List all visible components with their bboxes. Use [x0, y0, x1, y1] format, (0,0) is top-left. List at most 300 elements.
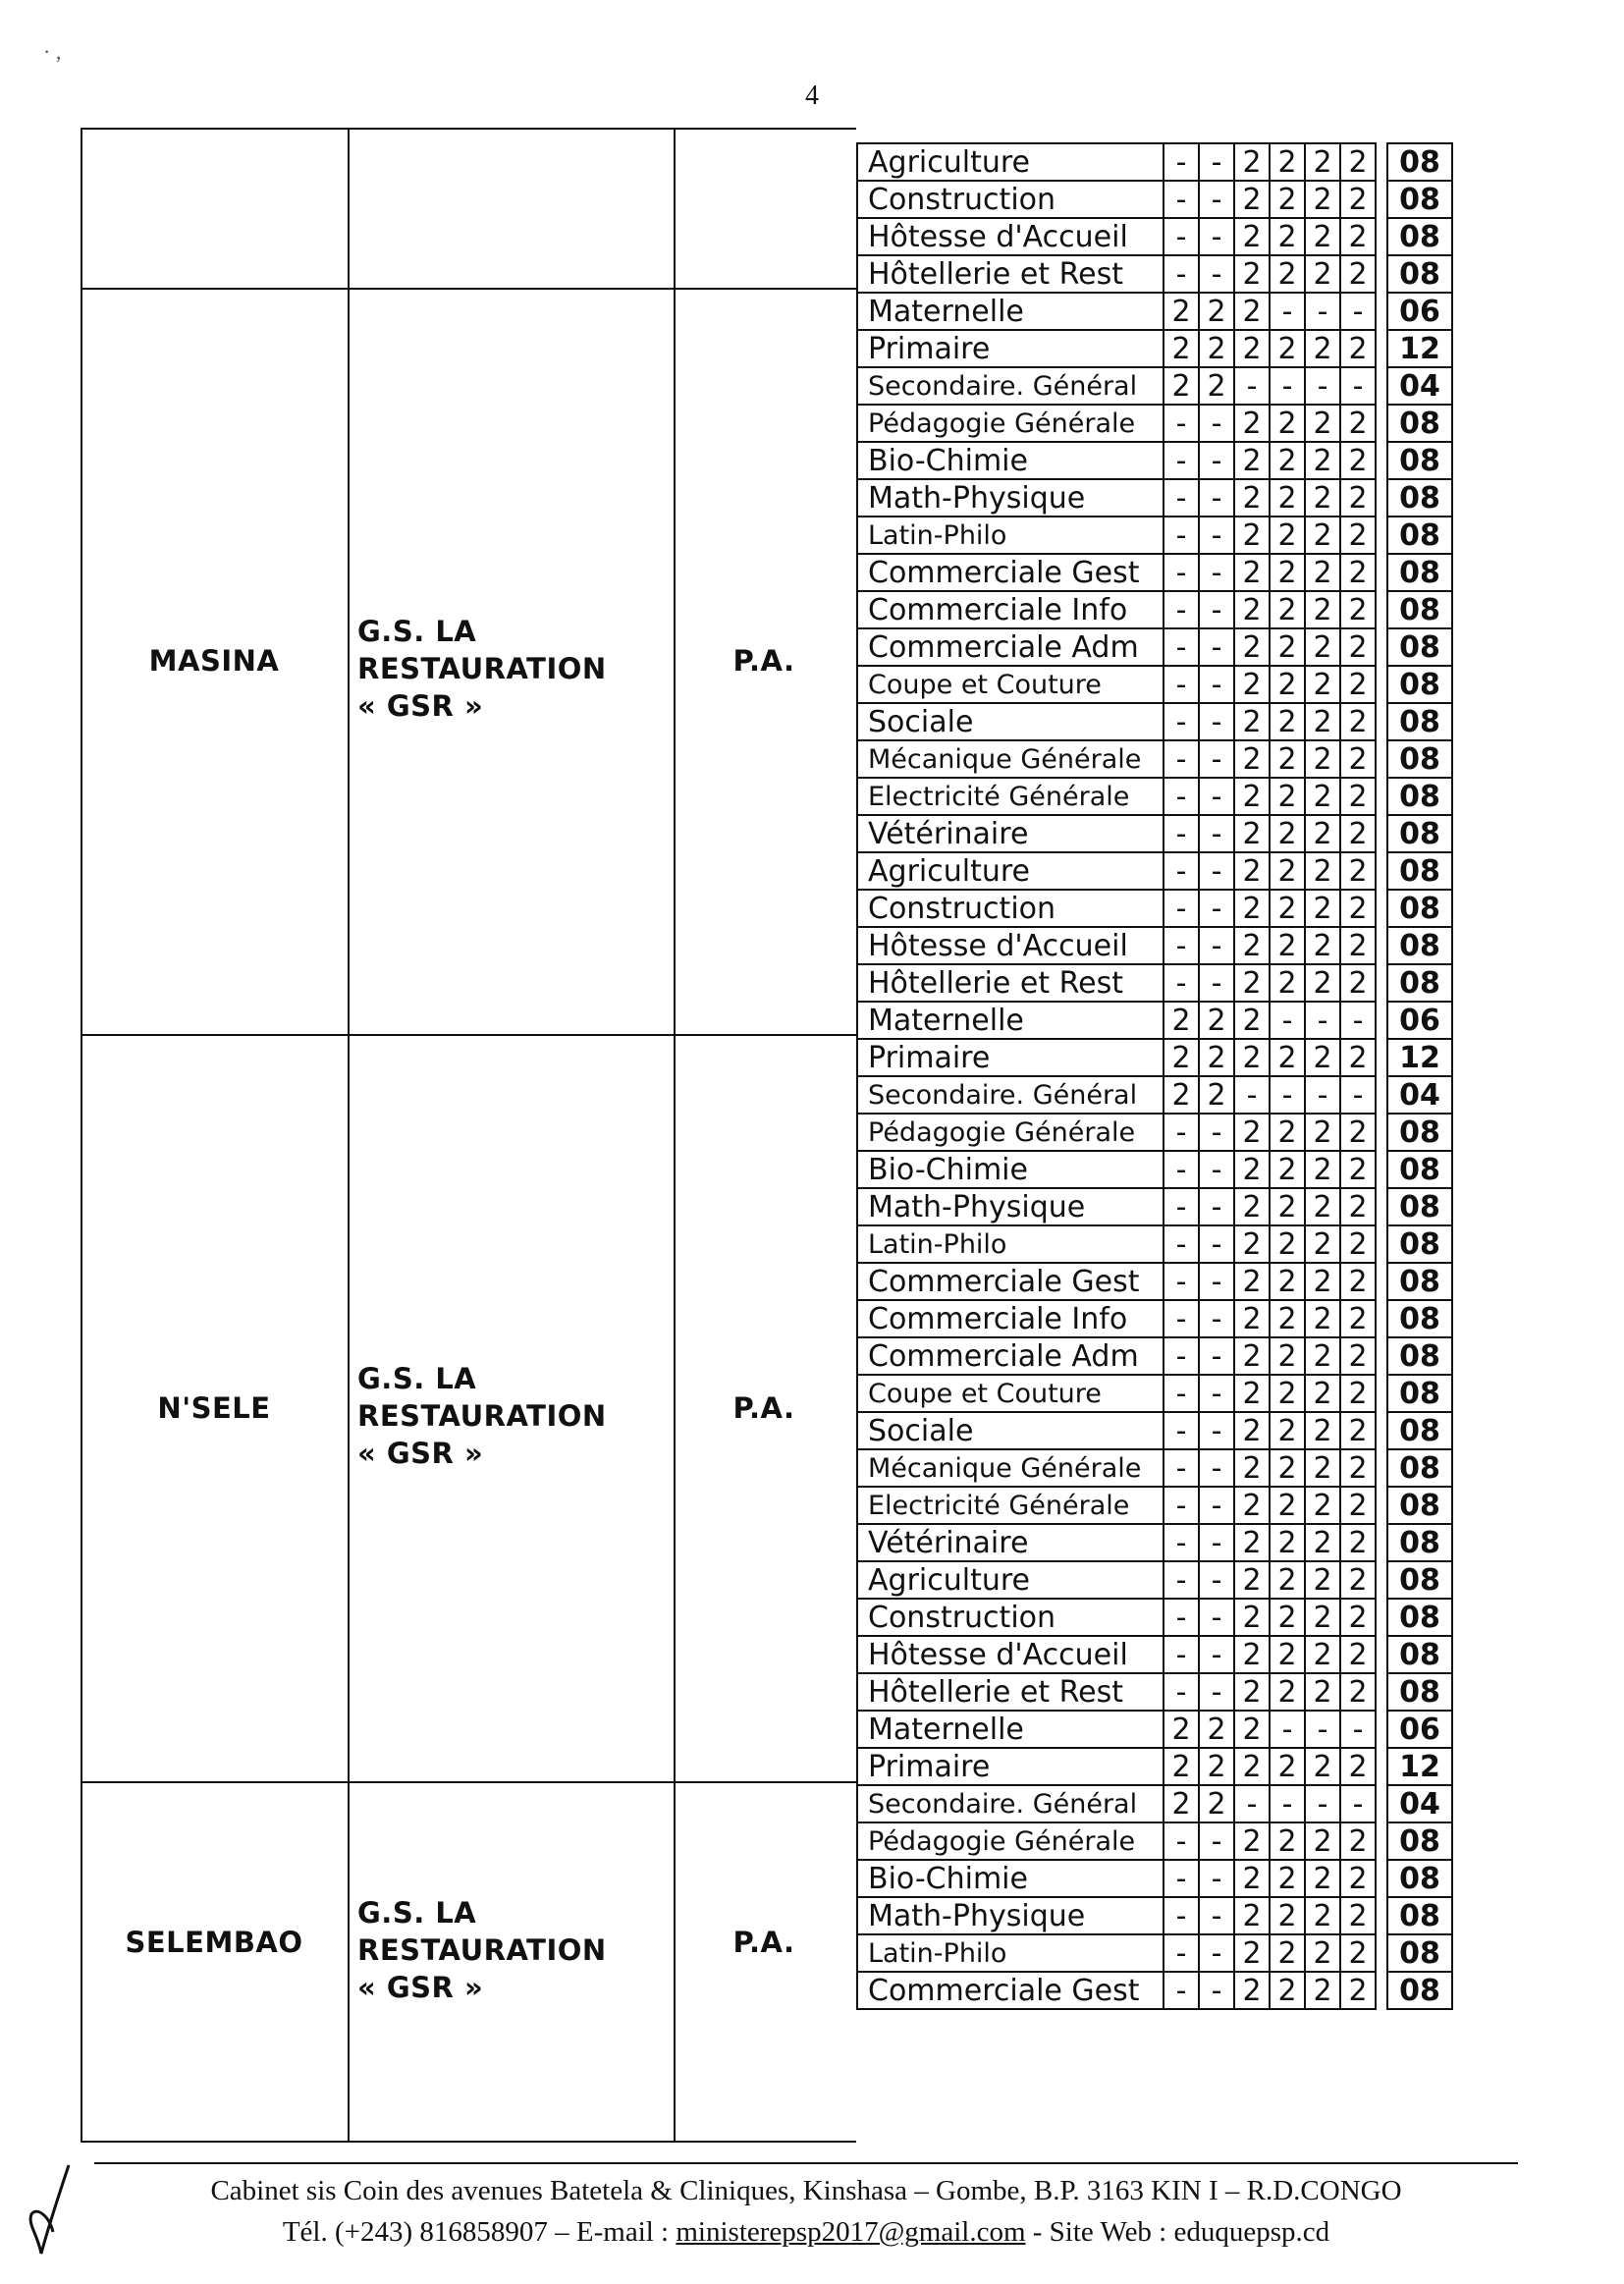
table-row: [857, 1524, 1452, 1561]
year-value-cell: -: [1199, 1897, 1234, 1934]
year-value-cell: 2: [1305, 442, 1340, 479]
row-total: 08: [1387, 1599, 1452, 1636]
column-gap: [1376, 666, 1387, 703]
year-value-cell: -: [1164, 964, 1199, 1002]
year-value-cell: 2: [1340, 927, 1376, 964]
table-row: [857, 1151, 1452, 1188]
year-value-cell: -: [1340, 1002, 1376, 1039]
row-total: 08: [1387, 703, 1452, 740]
table-row: [857, 554, 1452, 591]
year-value-cell: -: [1164, 405, 1199, 442]
column-gap: [1376, 1673, 1387, 1711]
year-value-cell: 2: [1340, 1487, 1376, 1524]
table-row: [857, 442, 1452, 479]
year-value-cell: 2: [1305, 1934, 1340, 1972]
row-total: 08: [1387, 143, 1452, 181]
option-name: Commerciale Adm: [857, 628, 1164, 666]
year-value-cell: 2: [1305, 255, 1340, 293]
year-value-cell: 2: [1340, 628, 1376, 666]
row-total: 08: [1387, 1822, 1452, 1860]
column-gap: [1376, 1412, 1387, 1449]
year-value-cell: 2: [1234, 591, 1270, 628]
option-name: Latin-Philo: [857, 1934, 1164, 1972]
commune-name: SELEMBAO: [125, 1926, 303, 1959]
table-row: [857, 628, 1452, 666]
row-total: 08: [1387, 1151, 1452, 1188]
section-divider-1: [81, 288, 856, 290]
year-value-cell: 2: [1340, 143, 1376, 181]
column-gap: [1376, 628, 1387, 666]
year-value-cell: 2: [1164, 293, 1199, 330]
row-total: 08: [1387, 591, 1452, 628]
year-value-cell: 2: [1270, 1897, 1305, 1934]
option-name: Hôtellerie et Rest: [857, 1673, 1164, 1711]
row-total: 08: [1387, 405, 1452, 442]
year-value-cell: -: [1164, 1822, 1199, 1860]
row-total: 08: [1387, 1673, 1452, 1711]
row-total: 08: [1387, 778, 1452, 815]
table-row: [857, 1599, 1452, 1636]
column-gap: [1376, 367, 1387, 405]
year-value-cell: -: [1164, 1599, 1199, 1636]
year-value-cell: -: [1164, 778, 1199, 815]
year-value-cell: 2: [1305, 1151, 1340, 1188]
year-value-cell: 2: [1234, 1711, 1270, 1748]
year-value-cell: -: [1199, 703, 1234, 740]
table-row: [857, 1561, 1452, 1599]
year-value-cell: 2: [1340, 890, 1376, 927]
row-total: 08: [1387, 1225, 1452, 1263]
option-name: Coupe et Couture: [857, 1375, 1164, 1412]
year-value-cell: -: [1164, 181, 1199, 218]
year-value-cell: 2: [1234, 1188, 1270, 1225]
year-value-cell: -: [1164, 1897, 1199, 1934]
year-value-cell: 2: [1305, 1263, 1340, 1300]
column-gap: [1376, 1300, 1387, 1337]
footer-rule: [94, 2162, 1518, 2164]
year-value-cell: 2: [1270, 815, 1305, 852]
year-value-cell: 2: [1270, 740, 1305, 778]
year-value-cell: -: [1199, 1561, 1234, 1599]
year-value-cell: 2: [1340, 442, 1376, 479]
year-value-cell: -: [1164, 479, 1199, 517]
table-row: [857, 143, 1452, 181]
option-name: Mécanique Générale: [857, 1449, 1164, 1487]
year-value-cell: 2: [1305, 1673, 1340, 1711]
level-label: P.A.: [732, 644, 795, 678]
year-value-cell: -: [1340, 1076, 1376, 1114]
year-value-cell: -: [1199, 1449, 1234, 1487]
year-value-cell: 2: [1199, 1076, 1234, 1114]
column-gap: [1376, 703, 1387, 740]
year-value-cell: 2: [1199, 1039, 1234, 1076]
year-value-cell: 2: [1234, 1972, 1270, 2009]
year-value-cell: 2: [1340, 1263, 1376, 1300]
school-name: G.S. LA RESTAURATION « GSR »: [357, 1362, 607, 1470]
table-row: [857, 479, 1452, 517]
year-value-cell: 2: [1270, 666, 1305, 703]
year-value-cell: 2: [1305, 181, 1340, 218]
year-value-cell: 2: [1340, 1151, 1376, 1188]
year-value-cell: 2: [1305, 218, 1340, 255]
column-gap: [1376, 1561, 1387, 1599]
scan-speck: · ,: [43, 39, 62, 64]
option-name: Coupe et Couture: [857, 666, 1164, 703]
row-total: 08: [1387, 1487, 1452, 1524]
page-number: 4: [805, 81, 819, 111]
year-value-cell: 2: [1270, 1263, 1305, 1300]
column-gap: [1376, 1151, 1387, 1188]
column-gap: [1376, 255, 1387, 293]
option-name: Maternelle: [857, 293, 1164, 330]
row-total: 08: [1387, 1860, 1452, 1897]
year-value-cell: -: [1164, 1151, 1199, 1188]
table-row: [857, 1711, 1452, 1748]
year-value-cell: -: [1340, 367, 1376, 405]
row-total: 08: [1387, 517, 1452, 554]
footer-website: - Site Web : eduquepsp.cd: [1025, 2216, 1330, 2248]
row-total: 08: [1387, 255, 1452, 293]
table-row: [857, 1934, 1452, 1972]
row-total: 08: [1387, 1524, 1452, 1561]
year-value-cell: 2: [1234, 255, 1270, 293]
year-value-cell: -: [1164, 927, 1199, 964]
option-name: Math-Physique: [857, 1188, 1164, 1225]
year-value-cell: 2: [1234, 293, 1270, 330]
section-divider-2: [81, 1034, 856, 1036]
year-value-cell: 2: [1340, 181, 1376, 218]
year-value-cell: 2: [1234, 181, 1270, 218]
column-border-school: [674, 128, 676, 2143]
year-value-cell: 2: [1234, 405, 1270, 442]
row-total: 08: [1387, 1375, 1452, 1412]
row-total: 08: [1387, 815, 1452, 852]
section-top-border: [81, 128, 856, 130]
year-value-cell: 2: [1340, 1188, 1376, 1225]
year-value-cell: -: [1234, 367, 1270, 405]
row-total: 06: [1387, 1711, 1452, 1748]
section-bottom-border: [81, 2141, 856, 2143]
table-row: [857, 666, 1452, 703]
column-border-left: [81, 128, 82, 2143]
year-value-cell: 2: [1164, 1002, 1199, 1039]
column-gap: [1376, 1375, 1387, 1412]
year-value-cell: 2: [1305, 1449, 1340, 1487]
year-value-cell: 2: [1234, 1225, 1270, 1263]
row-total: 08: [1387, 927, 1452, 964]
year-value-cell: 2: [1305, 927, 1340, 964]
year-value-cell: 2: [1270, 255, 1305, 293]
year-value-cell: -: [1199, 181, 1234, 218]
table-row: [857, 1487, 1452, 1524]
footer-address: Cabinet sis Coin des avenues Batetela & Cliniques, Kinshasa – Gombe, B.P. 3163 KIN I – R.D.CONGO: [210, 2175, 1402, 2206]
year-value-cell: 2: [1234, 1449, 1270, 1487]
year-value-cell: -: [1199, 740, 1234, 778]
year-value-cell: 2: [1270, 1375, 1305, 1412]
table-row: [857, 852, 1452, 890]
year-value-cell: 2: [1234, 479, 1270, 517]
section-divider-3: [81, 1781, 856, 1783]
year-value-cell: -: [1270, 367, 1305, 405]
row-total: 08: [1387, 740, 1452, 778]
year-value-cell: 2: [1305, 852, 1340, 890]
column-gap: [1376, 1860, 1387, 1897]
row-total: 08: [1387, 1897, 1452, 1934]
year-value-cell: 2: [1234, 554, 1270, 591]
year-value-cell: 2: [1234, 628, 1270, 666]
year-value-cell: 2: [1234, 1524, 1270, 1561]
year-value-cell: -: [1164, 1673, 1199, 1711]
table-row: [857, 1002, 1452, 1039]
row-total: 08: [1387, 1934, 1452, 1972]
table-row: [857, 740, 1452, 778]
table-row: [857, 1337, 1452, 1375]
options-table: [856, 142, 1453, 2010]
year-value-cell: 2: [1270, 442, 1305, 479]
year-value-cell: -: [1164, 740, 1199, 778]
table-row: [857, 1412, 1452, 1449]
year-value-cell: 2: [1340, 1412, 1376, 1449]
year-value-cell: 2: [1199, 1785, 1234, 1822]
column-gap: [1376, 1002, 1387, 1039]
year-value-cell: -: [1340, 1711, 1376, 1748]
year-value-cell: 2: [1164, 1039, 1199, 1076]
year-value-cell: 2: [1340, 1337, 1376, 1375]
year-value-cell: 2: [1164, 1748, 1199, 1785]
column-gap: [1376, 293, 1387, 330]
year-value-cell: 2: [1340, 1972, 1376, 2009]
year-value-cell: 2: [1340, 554, 1376, 591]
year-value-cell: -: [1199, 1972, 1234, 2009]
year-value-cell: 2: [1234, 1002, 1270, 1039]
year-value-cell: 2: [1234, 1039, 1270, 1076]
table-row: [857, 1748, 1452, 1785]
year-value-cell: 2: [1270, 1412, 1305, 1449]
year-value-cell: 2: [1234, 815, 1270, 852]
year-value-cell: 2: [1340, 517, 1376, 554]
year-value-cell: 2: [1340, 1636, 1376, 1673]
option-name: Agriculture: [857, 852, 1164, 890]
year-value-cell: 2: [1270, 591, 1305, 628]
option-name: Secondaire. Général: [857, 1785, 1164, 1822]
row-total: 08: [1387, 442, 1452, 479]
year-value-cell: 2: [1270, 1748, 1305, 1785]
level-label: P.A.: [732, 1391, 795, 1425]
year-value-cell: 2: [1234, 1934, 1270, 1972]
year-value-cell: 2: [1270, 330, 1305, 367]
year-value-cell: -: [1199, 1375, 1234, 1412]
option-name: Secondaire. Général: [857, 1076, 1164, 1114]
year-value-cell: -: [1199, 1636, 1234, 1673]
column-gap: [1376, 1711, 1387, 1748]
year-value-cell: -: [1234, 1785, 1270, 1822]
year-value-cell: -: [1164, 1636, 1199, 1673]
year-value-cell: 2: [1305, 666, 1340, 703]
table-row: [857, 181, 1452, 218]
year-value-cell: 2: [1340, 1225, 1376, 1263]
column-gap: [1376, 1114, 1387, 1151]
option-name: Primaire: [857, 1039, 1164, 1076]
row-total: 08: [1387, 852, 1452, 890]
row-total: 08: [1387, 1972, 1452, 2009]
year-value-cell: -: [1199, 778, 1234, 815]
year-value-cell: 2: [1234, 666, 1270, 703]
year-value-cell: 2: [1340, 1599, 1376, 1636]
year-value-cell: 2: [1199, 330, 1234, 367]
school-name: G.S. LA RESTAURATION « GSR »: [357, 615, 607, 723]
year-value-cell: 2: [1234, 852, 1270, 890]
column-gap: [1376, 890, 1387, 927]
year-value-cell: 2: [1305, 1412, 1340, 1449]
column-gap: [1376, 852, 1387, 890]
year-value-cell: 2: [1340, 1300, 1376, 1337]
column-gap: [1376, 517, 1387, 554]
table-row: [857, 330, 1452, 367]
column-gap: [1376, 1748, 1387, 1785]
year-value-cell: 2: [1234, 1300, 1270, 1337]
year-value-cell: 2: [1270, 143, 1305, 181]
row-total: 08: [1387, 1188, 1452, 1225]
column-gap: [1376, 1225, 1387, 1263]
option-name: Vétérinaire: [857, 815, 1164, 852]
year-value-cell: 2: [1234, 517, 1270, 554]
year-value-cell: -: [1164, 1972, 1199, 2009]
column-gap: [1376, 1188, 1387, 1225]
table-row: [857, 1114, 1452, 1151]
table-row: [857, 1897, 1452, 1934]
option-name: Hôtesse d'Accueil: [857, 218, 1164, 255]
year-value-cell: 2: [1340, 964, 1376, 1002]
year-value-cell: -: [1164, 1375, 1199, 1412]
column-gap: [1376, 740, 1387, 778]
year-value-cell: -: [1199, 143, 1234, 181]
column-gap: [1376, 405, 1387, 442]
row-total: 08: [1387, 181, 1452, 218]
table-row: [857, 405, 1452, 442]
year-value-cell: 2: [1340, 1897, 1376, 1934]
year-value-cell: 2: [1199, 293, 1234, 330]
year-value-cell: 2: [1234, 890, 1270, 927]
year-value-cell: 2: [1270, 927, 1305, 964]
table-row: [857, 1039, 1452, 1076]
year-value-cell: 2: [1305, 964, 1340, 1002]
year-value-cell: 2: [1340, 1934, 1376, 1972]
year-value-cell: 2: [1234, 442, 1270, 479]
year-value-cell: 2: [1340, 330, 1376, 367]
year-value-cell: -: [1164, 1188, 1199, 1225]
year-value-cell: 2: [1340, 218, 1376, 255]
year-value-cell: -: [1164, 1487, 1199, 1524]
year-value-cell: 2: [1340, 1561, 1376, 1599]
year-value-cell: -: [1164, 255, 1199, 293]
row-total: 08: [1387, 1114, 1452, 1151]
column-gap: [1376, 1972, 1387, 2009]
option-name: Commerciale Info: [857, 591, 1164, 628]
row-total: 08: [1387, 1263, 1452, 1300]
option-name: Pédagogie Générale: [857, 1822, 1164, 1860]
option-name: Hôtellerie et Rest: [857, 255, 1164, 293]
year-value-cell: 2: [1305, 740, 1340, 778]
year-value-cell: 2: [1305, 1188, 1340, 1225]
year-value-cell: -: [1199, 1934, 1234, 1972]
table-row: [857, 927, 1452, 964]
year-value-cell: 2: [1305, 1487, 1340, 1524]
year-value-cell: 2: [1340, 1524, 1376, 1561]
table-row: [857, 1449, 1452, 1487]
table-row: [857, 1860, 1452, 1897]
row-total: 04: [1387, 1785, 1452, 1822]
year-value-cell: 2: [1234, 1487, 1270, 1524]
year-value-cell: -: [1199, 1822, 1234, 1860]
year-value-cell: 2: [1270, 852, 1305, 890]
column-gap: [1376, 1487, 1387, 1524]
year-value-cell: 2: [1340, 255, 1376, 293]
year-value-cell: 2: [1340, 479, 1376, 517]
option-name: Commerciale Gest: [857, 554, 1164, 591]
year-value-cell: 2: [1340, 815, 1376, 852]
year-value-cell: -: [1199, 442, 1234, 479]
table-row: [857, 1785, 1452, 1822]
year-value-cell: 2: [1340, 1039, 1376, 1076]
column-gap: [1376, 964, 1387, 1002]
option-name: Bio-Chimie: [857, 442, 1164, 479]
table-row: [857, 964, 1452, 1002]
row-total: 08: [1387, 890, 1452, 927]
table-row: [857, 1636, 1452, 1673]
option-name: Maternelle: [857, 1002, 1164, 1039]
year-value-cell: -: [1199, 1263, 1234, 1300]
column-gap: [1376, 815, 1387, 852]
column-gap: [1376, 181, 1387, 218]
year-value-cell: -: [1270, 1785, 1305, 1822]
year-value-cell: -: [1164, 591, 1199, 628]
year-value-cell: 2: [1340, 1860, 1376, 1897]
year-value-cell: 2: [1305, 703, 1340, 740]
year-value-cell: 2: [1270, 479, 1305, 517]
column-gap: [1376, 1897, 1387, 1934]
year-value-cell: 2: [1234, 1599, 1270, 1636]
table-row: [857, 293, 1452, 330]
year-value-cell: -: [1164, 628, 1199, 666]
year-value-cell: -: [1305, 1711, 1340, 1748]
year-value-cell: 2: [1340, 852, 1376, 890]
option-name: Hôtellerie et Rest: [857, 964, 1164, 1002]
option-name: Math-Physique: [857, 479, 1164, 517]
year-value-cell: 2: [1270, 1673, 1305, 1711]
year-value-cell: 2: [1234, 330, 1270, 367]
table-row: [857, 778, 1452, 815]
row-total: 08: [1387, 1337, 1452, 1375]
year-value-cell: -: [1164, 1337, 1199, 1375]
column-gap: [1376, 1636, 1387, 1673]
year-value-cell: -: [1199, 1151, 1234, 1188]
year-value-cell: 2: [1270, 181, 1305, 218]
year-value-cell: 2: [1234, 1748, 1270, 1785]
year-value-cell: 2: [1305, 1375, 1340, 1412]
column-gap: [1376, 1337, 1387, 1375]
footer-email-link[interactable]: ministerepsp2017@gmail.com: [676, 2216, 1026, 2248]
row-total: 12: [1387, 1039, 1452, 1076]
year-value-cell: -: [1199, 554, 1234, 591]
year-value-cell: -: [1164, 517, 1199, 554]
year-value-cell: 2: [1270, 703, 1305, 740]
year-value-cell: 2: [1270, 405, 1305, 442]
signature-mark: [20, 2155, 88, 2263]
year-value-cell: -: [1164, 442, 1199, 479]
year-value-cell: -: [1199, 591, 1234, 628]
column-gap: [1376, 554, 1387, 591]
table-row: [857, 1972, 1452, 2009]
